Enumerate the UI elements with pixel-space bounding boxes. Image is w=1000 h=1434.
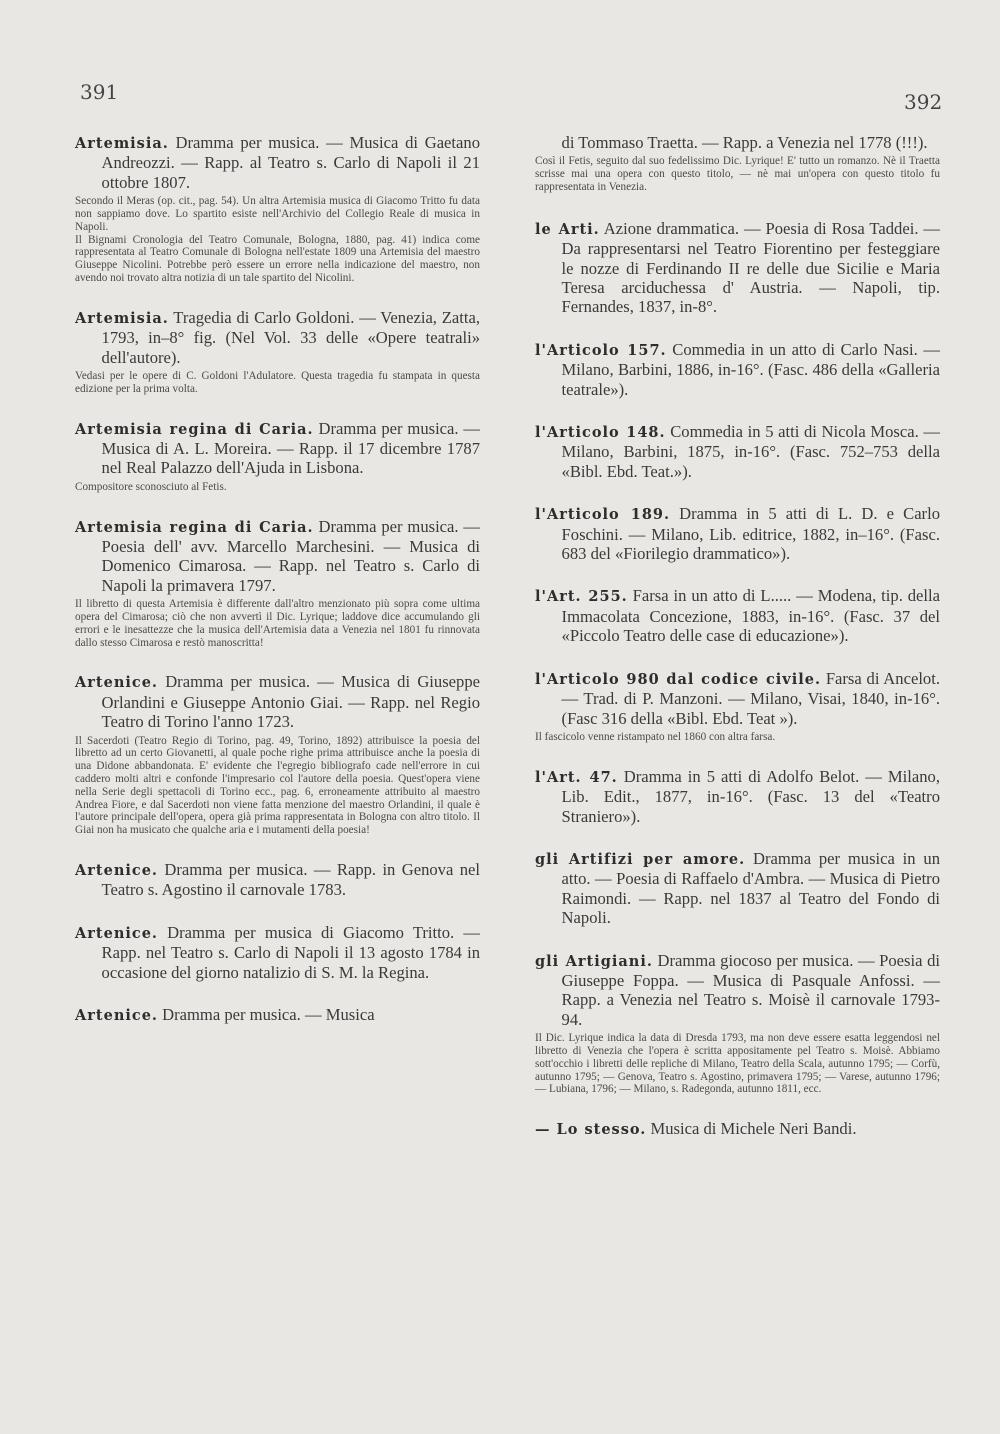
continuation-text: di Tommaso Traetta. — Rapp. a Venezia nel 1778 (!!!). (561, 133, 928, 152)
entry-headword: Artenice. (75, 924, 158, 942)
entry-body: Farsa di Ancelot. — Trad. di P. Manzoni. — Milano, Visai, 1840, in-16°. (Fasc 316 della «Bibl. Ebd. Teat »). (561, 668, 940, 728)
entry-body: Dramma per musica. — Poesia dell' avv. Marcello Marchesini. — Musica di Domenico Cimarosa. — Rapp. nel Teatro s. Carlo di Napoli la primavera 1797. (101, 516, 481, 595)
entry-note: Secondo il Meras (op. cit., pag. 54). Un altra Artemisia musica di Giacomo Tritto fu data non sappiamo dove. Lo spartito esiste nell'Archivio del Collegio Reale di musica in Napoli. Il Bignami Cronologia del Teatro Comunale, Bologna, 1880, pag. 41) indica come rappresentata al Teatro Comunale di Bologna nell'estate 1809 una Artemisia del maestro Giuseppe Nicolini. Potrebbe però essere un errore nella indicazione del maestro, non avendo noi trovato altra notizia di un tale spartito del Nicolini. (75, 195, 480, 284)
dictionary-entry (535, 767, 940, 826)
entry-headword: Artemisia. (75, 309, 169, 327)
entry-text (535, 504, 940, 563)
dictionary-entry (75, 923, 480, 982)
continuation-entry (535, 133, 940, 194)
dictionary-entry (535, 504, 940, 563)
dictionary-entry (535, 422, 940, 481)
entry-headword: — Lo stesso. (535, 1121, 647, 1139)
dictionary-entry (75, 1005, 480, 1025)
entry-note: Vedasi per le opere di C. Goldoni l'Adulatore. Questa tragedia fu stampata in questa edizione per la prima volta. (75, 370, 480, 395)
entry-body: Dramma per musica. — Musica di Giuseppe Orlandini e Giuseppe Antonio Giai. — Rapp. nel Regio Teatro di Torino l'anno 1723. (101, 672, 480, 732)
entry-body: Dramma per musica. — Musica di Gaetano Andreozzi. — Rapp. al Teatro s. Carlo di Napoli il 21 ottobre 1807. (101, 133, 480, 192)
entry-body: Dramma per musica in un atto. — Poesia di Raffaelo d'Ambra. — Musica di Pietro Raimondi. — Rapp. nel 1837 al Teatro del Fondo di Napoli. (561, 848, 940, 928)
entry-text (535, 340, 940, 399)
entry-note: Il Sacerdoti (Teatro Regio di Torino, pag. 49, Torino, 1892) attribuisce la poesia del libretto ad un certo Giovanetti, al quale poche righe prima attribuisce anche la poesia di una Didone abbandonata. E' evidente che l'egregio bibliografo cade nell'errore in cui caddero molti altri e confonde l'impresario col l'autore della poesia. Quest'opera viene nella Serie degli spettacoli di Torino ecc., pag. 6, erroneamente attribuito al maestro Andrea Fiore, e dal Sacerdoti non viene fatta menzione del maestro Orlandini, il quale è l'autore principale dell'opera, opera già prima rappresentata in Bologna con altro titolo. Il Giai non ha musicato che qualche aria e i mutamenti della poesia! (75, 734, 480, 837)
page-number-right: 392 (904, 90, 943, 114)
entry-body: Commedia in un atto di Carlo Nasi. — Milano, Barbini, 1886, in-16°. (Fasc. 486 della «Galleria teatrale»). (561, 339, 941, 399)
dictionary-entry (535, 586, 940, 645)
entry-body: Azione drammatica. — Poesia di Rosa Taddei. — Da rappresentarsi nel Teatro Fiorentino per festeggiare le nozze di Ferdinando II re delle due Sicilie e Maria Teresa arciduchessa d' Austria. — Napoli, tip. Fernandes, 1837, in-8°. (561, 218, 940, 317)
dictionary-entry (535, 669, 940, 744)
entry-headword: Artemisia regina di Caria. (75, 518, 314, 536)
entry-headword: l'Articolo 148. (535, 424, 666, 442)
entry-text (535, 951, 940, 1030)
entry-headword: Artenice. (75, 1007, 158, 1025)
dictionary-entry (75, 308, 480, 396)
entry-text (535, 849, 940, 928)
entry-body: Dramma in 5 atti di Adolfo Belot. — Milano, Lib. Edit., 1877, in-16°. (Fasc. 13 del «Teatro Straniero»). (561, 766, 941, 826)
entry-text (535, 767, 940, 826)
dictionary-entry (535, 340, 940, 399)
right-column (535, 133, 940, 1163)
entry-text (75, 419, 480, 478)
entry-headword: l'Articolo 157. (535, 341, 667, 359)
entry-headword: l'Art. 47. (535, 768, 618, 786)
entry-headword: le Arti. (535, 220, 600, 238)
entry-headword: l'Articolo 980 dal codice civile. (535, 670, 822, 688)
entry-body: Dramma giocoso per musica. — Poesia di Giuseppe Foppa. — Musica di Pasquale Anfossi. — Rapp. a Venezia nel Teatro s. Moisè il carnovale 1793-94. (561, 950, 940, 1029)
entry-text (535, 586, 940, 645)
dictionary-entry (75, 419, 480, 494)
dictionary-entry (535, 849, 940, 928)
dictionary-entry (535, 1119, 940, 1139)
entry-headword: Artemisia regina di Caria. (75, 420, 314, 438)
entry-body: Dramma per musica di Giacomo Tritto. — Rapp. nel Teatro s. Carlo di Napoli il 13 agosto 1784 in occasione del giorno natalizio di S. M. la Regina. (101, 922, 480, 982)
entry-body: Tragedia di Carlo Goldoni. — Venezia, Zatta, 1793, in–8° fig. (Nel Vol. 33 delle «Opere teatrali» dell'autore). (101, 307, 480, 367)
entry-text (535, 1119, 940, 1139)
entry-text (75, 133, 480, 192)
dictionary-entry (75, 133, 480, 285)
entry-note: Compositore sconosciuto al Fetis. (75, 480, 227, 493)
entry-headword: l'Art. 255. (535, 588, 628, 606)
entry-text (75, 308, 480, 367)
entry-headword: gli Artigiani. (535, 952, 653, 970)
left-column (75, 133, 480, 1048)
entry-text (75, 1005, 480, 1025)
continuation-note: Così il Fetis, seguito dal suo fedelissimo Dic. Lyrique! E' tutto un romanzo. Nè il Traetta scrisse mai una opera con questo titolo, — nè mai un'opera con questo titolo fu rappresentata in Venezia. (535, 155, 940, 193)
entry-text (75, 860, 480, 900)
dictionary-entry (75, 517, 480, 650)
entry-body: Farsa in un atto di L..... — Modena, tip. della Immacolata Concezione, 1883, in-16°. (Fasc. 37 del «Piccolo Teatro delle case di educazione»). (561, 586, 940, 646)
dictionary-entry (535, 219, 940, 317)
entry-note: Il Dic. Lyrique indica la data di Dresda 1793, ma non deve essere esatta leggendosi nel libretto di Venezia che l'opera è scritta appositamente pel Teatro s. Moisè. Abbiamo sott'occhio i libretti delle repliche di Milano, Teatro della Scala, autunno 1795; — Corfù, autunno 1795; — Genova, Teatro s. Agostino, primavera 1795; — Varese, autunno 1796; — Lubiana, 1796; — Milano, s. Radegonda, autunno 1811, ecc. (535, 1032, 940, 1096)
entry-headword: l'Articolo 189. (535, 506, 671, 524)
entry-body: Musica di Michele Neri Bandi. (650, 1119, 857, 1139)
entry-headword: Artenice. (75, 674, 158, 692)
entry-text (535, 669, 940, 728)
entry-body: Dramma per musica. — Rapp. in Genova nel Teatro s. Agostino il carnovale 1783. (101, 860, 480, 900)
entry-headword: Artenice. (75, 862, 158, 880)
entry-body: Dramma per musica. — Musica (162, 1005, 375, 1025)
dictionary-entry (535, 951, 940, 1097)
page-number-left: 391 (80, 80, 119, 104)
entry-text (535, 219, 940, 317)
entry-text (75, 923, 480, 982)
entry-text (75, 672, 480, 731)
right-entries (535, 219, 940, 1140)
entry-text (75, 517, 480, 596)
entry-text (535, 422, 940, 481)
entry-body: Dramma per musica. — Musica di A. L. Moreira. — Rapp. il 17 dicembre 1787 nel Real Palazzo dell'Ajuda in Lisbona. (101, 418, 481, 478)
entry-note: Il libretto di questa Artemisia è differente dall'altro menzionato più sopra come ultima opera del Cimarosa; ciò che non avvertì il Dic. Lyrique; laddove dice accumulando gli errori e le inesattezze che la musica dell'Artemisia data a Venezia nel 1801 fu rinnovata dallo stesso Cimarosa e restò manoscritta! (75, 598, 480, 649)
dictionary-entry (75, 860, 480, 900)
entry-body: Commedia in 5 atti di Nicola Mosca. — Milano, Barbini, 1875, in-16°. (Fasc. 752–753 della «Bibl. Ebd. Teat.»). (561, 422, 940, 481)
entry-body: Dramma in 5 atti di L. D. e Carlo Foschini. — Milano, Lib. editrice, 1882, in–16°. (Fasc. 683 del «Fiorilegio drammatico»). (561, 504, 940, 564)
entry-headword: Artemisia. (75, 135, 169, 152)
entry-note: Il fascicolo venne ristampato nel 1860 con altra farsa. (535, 730, 776, 743)
dictionary-entry (75, 672, 480, 837)
entry-headword: gli Artifizi per amore. (535, 850, 746, 868)
